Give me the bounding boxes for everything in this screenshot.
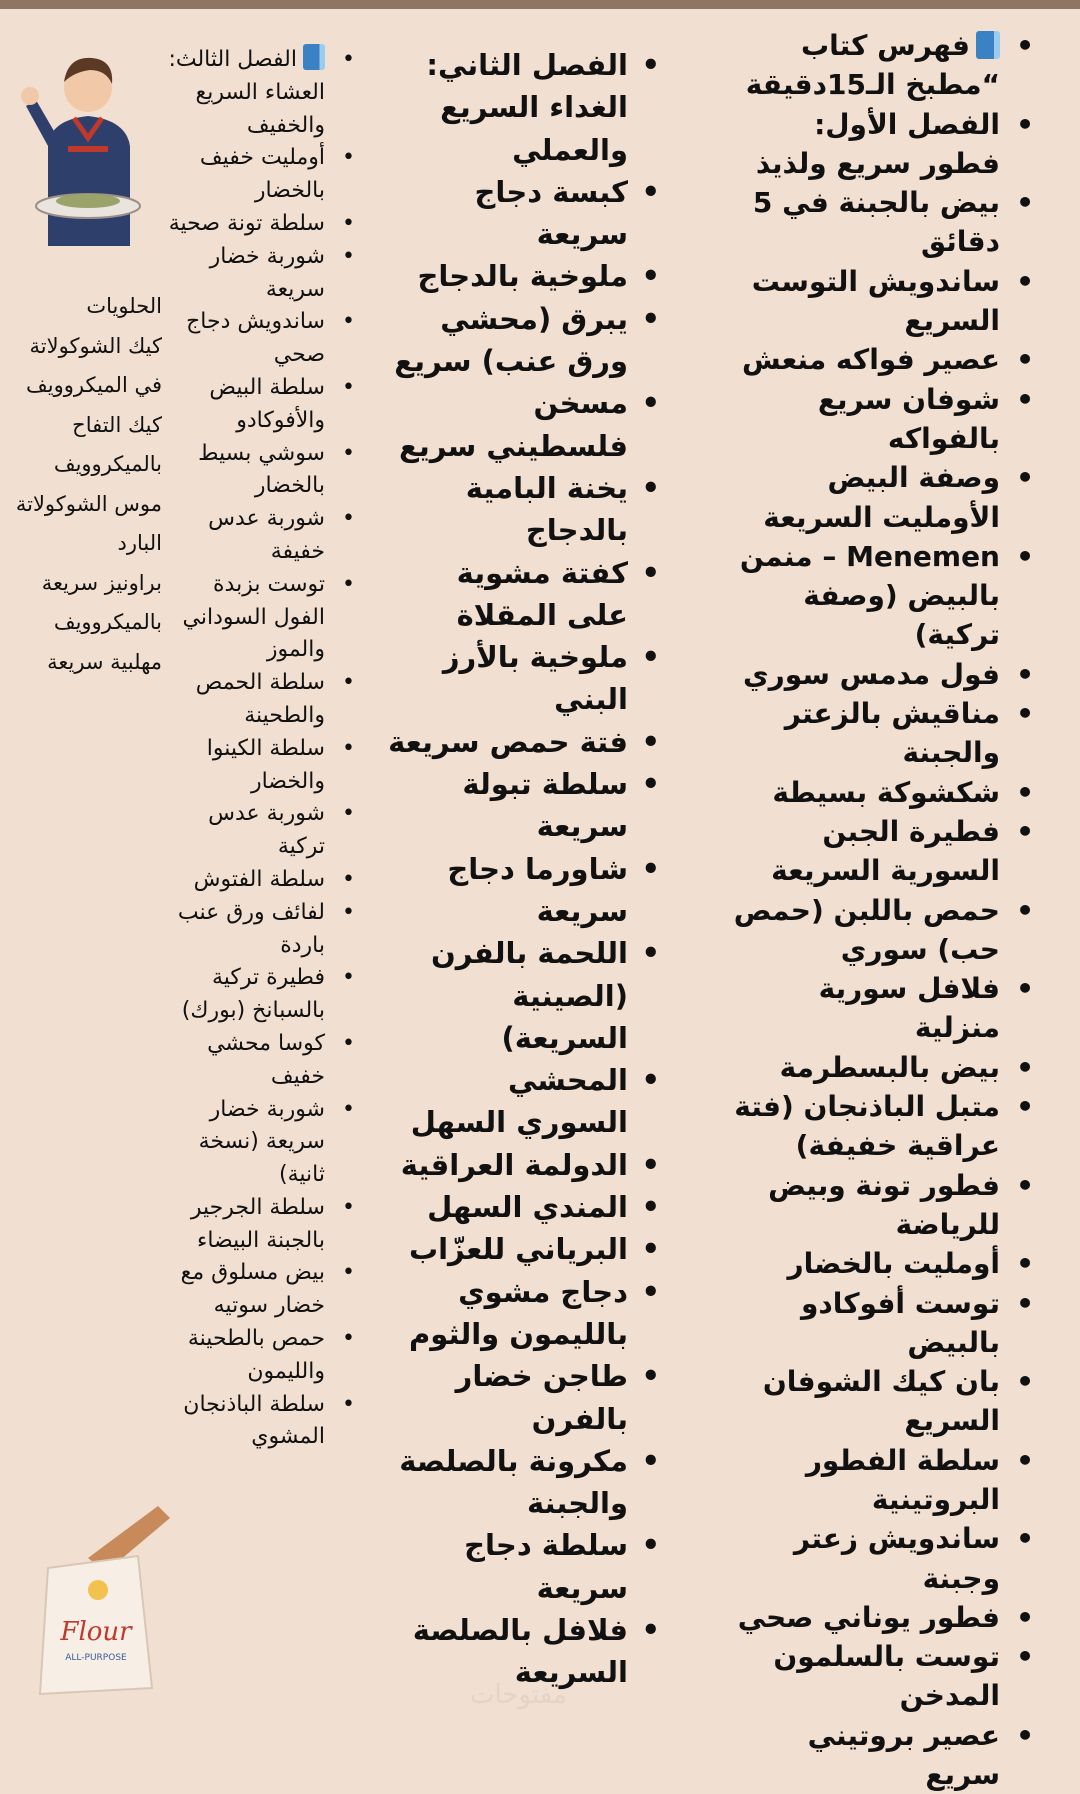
list-item-label: شوربة خضار سريعة (نسخة ثانية) xyxy=(198,1096,325,1188)
list-item xyxy=(155,1257,325,1323)
desserts-list xyxy=(12,287,162,682)
list-item xyxy=(388,467,628,552)
dessert-item: موس الشوكولاتة البارد xyxy=(15,491,162,555)
list-item xyxy=(388,1271,628,1356)
list-item xyxy=(730,1637,1000,1716)
list-item xyxy=(155,372,325,438)
list-item-label: فلافل سورية منزلية xyxy=(818,972,1000,1045)
list-item-label: أومليت بالخضار xyxy=(787,1247,1000,1281)
list-item-label: توست بالسلمون المدخن xyxy=(773,1640,1000,1713)
list-item-label: ساندويش التوست السريع xyxy=(751,264,1000,338)
list-item xyxy=(730,105,1000,184)
list-item-label: سلطة الفطور البروتينية xyxy=(805,1443,1000,1516)
list-item-label: مناقيش بالزعتر والجبنة xyxy=(784,697,1000,770)
list-item xyxy=(730,1087,1000,1166)
list-item xyxy=(388,44,628,171)
list-item-label: بان كيك الشوفان السريع xyxy=(762,1365,1000,1438)
list-item xyxy=(155,1094,325,1192)
list-item-label: البرياني للعزّاب xyxy=(408,1232,628,1267)
list-item-label: عصير فواكه منعش xyxy=(742,343,1000,377)
list-item-label: أومليت خفيف بالخضار xyxy=(199,145,325,204)
list-item xyxy=(155,1323,325,1389)
list-item xyxy=(388,298,628,383)
list-item xyxy=(388,382,628,467)
list-item-label: سلطة تبولة سريعة xyxy=(462,767,628,844)
list-item xyxy=(388,1228,628,1270)
list-item-label: كوسا محشي خفيف xyxy=(207,1030,325,1089)
list-item xyxy=(155,864,325,897)
list-item xyxy=(730,891,1000,970)
list-item xyxy=(730,969,1000,1048)
list-item-label: شوربة خضار سريعة xyxy=(209,243,325,302)
list-item-label: ملوخية بالدجاج xyxy=(417,259,628,294)
list-item-label: شكشوكة بسيطة xyxy=(772,775,1000,809)
list-item xyxy=(730,262,1000,341)
list-item-label: مكرونة بالصلصة والجبنة xyxy=(399,1443,628,1521)
list-item xyxy=(155,897,325,963)
list-item xyxy=(730,26,1000,105)
list-item-label: توست أفوكادو بالبيض xyxy=(800,1286,1000,1359)
book-icon xyxy=(303,44,325,70)
list-item-label: مسخن فلسطيني سريع xyxy=(399,386,628,463)
list-item xyxy=(388,636,628,721)
list-item-label: سلطة الفتوش xyxy=(193,866,325,892)
list-item-label: يبرق (محشي ورق عنب) سريع xyxy=(394,301,628,379)
list-item xyxy=(388,1144,628,1186)
dessert-item: كيك التفاح بالميكروويف xyxy=(53,412,162,476)
list-item xyxy=(155,208,325,241)
chapter-two-list xyxy=(388,44,628,1694)
flour-bag-illustration xyxy=(28,1498,173,1698)
list-item xyxy=(155,44,325,142)
list-item-label: فطيرة الجبن السورية السريعة xyxy=(771,814,1000,888)
list-item xyxy=(388,255,628,297)
list-item-label: ساندويش دجاج صحي xyxy=(186,309,325,368)
list-item xyxy=(730,1598,1000,1637)
list-item-label: شاورما دجاج سريعة xyxy=(447,851,628,928)
list-item xyxy=(155,142,325,208)
list-item xyxy=(155,1389,325,1455)
list-item xyxy=(155,667,325,733)
list-item-label: بيض بالجبنة في 5 دقائق xyxy=(752,186,1000,259)
list-item-label: فطور يوناني صحي xyxy=(737,1600,1000,1634)
list-item xyxy=(388,1524,628,1609)
list-item xyxy=(730,655,1000,694)
list-item-label: سلطة الجرجير بالجبنة البيضاء xyxy=(190,1194,325,1253)
list-item-label: كفتة مشوية على المقلاة xyxy=(456,555,628,632)
list-item xyxy=(730,1362,1000,1441)
list-item xyxy=(730,1284,1000,1363)
list-item xyxy=(730,773,1000,812)
list-item-label: عصير بروتيني سريع xyxy=(807,1718,1000,1792)
list-item xyxy=(155,962,325,1028)
list-item-label: الفصل الأول: فطور سريع ولذيذ xyxy=(755,107,1000,180)
list-item xyxy=(388,552,628,637)
list-item xyxy=(155,1028,325,1094)
list-item-label: سلطة تونة صحية xyxy=(168,210,325,236)
list-item-label: فطور تونة وبيض للرياضة xyxy=(768,1168,1000,1241)
list-item xyxy=(730,458,1000,537)
list-item-label: سلطة البيض والأفوكادو xyxy=(209,374,325,433)
list-item-label: فطيرة تركية بالسبانخ (بورك) xyxy=(181,965,325,1024)
chapter-three-list xyxy=(155,44,325,1454)
watermark: مفتوحات xyxy=(470,1680,567,1710)
list-item xyxy=(730,1519,1000,1598)
list-item xyxy=(388,1186,628,1228)
list-item xyxy=(155,1192,325,1258)
list-item-label: فهرس كتاب “مطبخ الـ15دقيقة xyxy=(745,29,1000,102)
list-item xyxy=(730,183,1000,262)
list-item xyxy=(388,932,628,1059)
list-item-label: اللحمة بالفرن (الصينية السريعة) xyxy=(430,936,628,1055)
list-item-label: ملوخية بالأرز البني xyxy=(442,640,628,717)
list-item xyxy=(730,340,1000,379)
list-item-label: دجاج مشوي بالليمون والثوم xyxy=(409,1274,628,1351)
list-item xyxy=(730,1166,1000,1245)
chef-illustration xyxy=(8,46,158,246)
list-item xyxy=(155,241,325,307)
list-item xyxy=(388,848,628,933)
list-item xyxy=(730,1716,1000,1794)
list-item xyxy=(730,1441,1000,1520)
list-item-label: فتة حمص سريعة xyxy=(388,724,628,759)
top-border xyxy=(0,0,1080,9)
list-item xyxy=(155,569,325,667)
list-item-label: سلطة دجاج سريعة xyxy=(464,1528,628,1605)
list-item xyxy=(388,763,628,848)
list-item xyxy=(388,1059,628,1144)
list-item xyxy=(730,380,1000,459)
list-item xyxy=(155,733,325,799)
dessert-item: مهلبية سريعة xyxy=(47,649,162,674)
list-item-label: فول مدمس سوري xyxy=(743,657,1000,691)
list-item-label: Menemen – منمن بالبيض (وصفة تركية) xyxy=(739,539,1000,652)
list-item xyxy=(730,694,1000,773)
list-item xyxy=(730,537,1000,655)
list-item-label: شوربة عدس خفيفة xyxy=(208,506,325,564)
list-item-label: طاجن خضار بالفرن xyxy=(455,1359,628,1436)
list-item-label: شوفان سريع بالفواكه xyxy=(817,382,1000,455)
list-item xyxy=(730,1048,1000,1087)
list-item-label: المندي السهل xyxy=(427,1190,628,1225)
list-item-label: الفصل الثالث: العشاء السريع والخفيف xyxy=(168,47,325,138)
list-item-label: الدولمة العراقية xyxy=(400,1147,628,1182)
list-item xyxy=(155,438,325,504)
list-item xyxy=(155,306,325,372)
flour-sub-label: ALL-PURPOSE xyxy=(65,1653,127,1663)
list-item-label: حمص باللبن (حمص حب) سوري xyxy=(733,893,1000,966)
list-item xyxy=(155,798,325,864)
list-item-label: متبل الباذنجان (فتة عراقية خفيفة) xyxy=(734,1090,1000,1163)
list-item-label: بيض بالبسطرمة xyxy=(779,1050,1000,1084)
list-item xyxy=(730,1244,1000,1283)
list-item-label: سلطة الكينوا والخضار xyxy=(206,735,325,794)
list-item-label: ساندويش زعتر وجبنة xyxy=(793,1522,1000,1595)
list-item-label: سلطة الباذنجان المشوي xyxy=(183,1391,325,1450)
list-item-label: بيض مسلوق مع خضار سوتيه xyxy=(180,1260,325,1319)
dessert-item: براونيز سريعة بالميكروويف xyxy=(41,570,162,634)
list-item-label: كبسة دجاج سريعة xyxy=(474,174,628,252)
list-item-label: سلطة الحمص والطحينة xyxy=(195,670,325,728)
list-item xyxy=(730,812,1000,891)
list-item xyxy=(388,1440,628,1525)
list-item-label: لفائف ورق عنب باردة xyxy=(177,899,325,958)
chapter-one-list xyxy=(730,26,1000,1794)
list-item-label: سوشي بسيط بالخضار xyxy=(198,440,325,499)
list-item xyxy=(388,721,628,763)
list-item-label: حمص بالطحينة والليمون xyxy=(187,1326,325,1384)
list-item xyxy=(155,503,325,569)
book-icon xyxy=(976,31,1000,59)
flour-label: Flour xyxy=(60,1617,132,1647)
dessert-item: كيك الشوكولاتة في الميكروويف xyxy=(26,333,162,397)
list-item-label: توست بزبدة الفول السوداني والموز xyxy=(182,571,325,663)
list-item-label: يخنة البامية بالدجاج xyxy=(465,470,628,548)
list-item-label: المحشي السوري السهل xyxy=(410,1063,628,1140)
dessert-item: الحلويات xyxy=(86,294,162,318)
list-item-label: وصفة البيض الأومليت السريعة xyxy=(763,461,1000,534)
list-item xyxy=(388,171,628,256)
list-item-label: فلافل بالصلصة السريعة xyxy=(412,1612,628,1690)
list-item-label: شوربة عدس تركية xyxy=(208,801,325,860)
list-item-label: الفصل الثاني: الغداء السريع والعملي xyxy=(426,48,628,167)
list-item xyxy=(388,1355,628,1440)
